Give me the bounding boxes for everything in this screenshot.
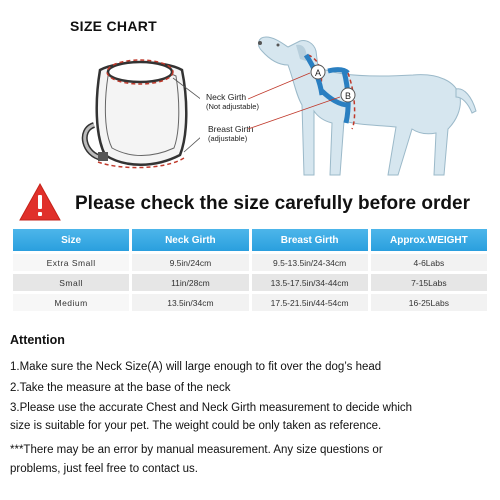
cell-neck: 9.5in/24cm bbox=[132, 254, 248, 271]
table-row bbox=[13, 294, 487, 311]
header-breast-girth: Breast Girth bbox=[252, 229, 368, 251]
size-chart-title: SIZE CHART bbox=[70, 18, 157, 34]
breast-girth-note: (adjustable) bbox=[208, 134, 248, 143]
attention-line-1: 1.Make sure the Neck Size(A) will large enough to fit over the dog’s head bbox=[10, 361, 382, 373]
warning-triangle-icon bbox=[18, 182, 62, 222]
cell-breast: 17.5-21.5in/44-54cm bbox=[252, 294, 368, 311]
attention-line-4: size is suitable for your pet. The weight could be only taken as reference. bbox=[10, 420, 382, 432]
cell-weight: 7-15Labs bbox=[371, 274, 487, 291]
dog-illustration bbox=[248, 25, 480, 185]
cell-breast: 13.5-17.5in/34-44cm bbox=[252, 274, 368, 291]
svg-text:B: B bbox=[344, 91, 352, 101]
buckle bbox=[98, 152, 108, 161]
harness-illustration bbox=[80, 40, 200, 180]
attention-line-5: ***There may be an error by manual measurement. Any size questions or bbox=[10, 444, 383, 456]
neck-girth-note: (Not adjustable) bbox=[206, 102, 259, 111]
header-size: Size bbox=[13, 229, 129, 251]
cell-size: Medium bbox=[13, 294, 129, 311]
breast-girth-label: Breast Girth bbox=[208, 124, 254, 134]
svg-text:A: A bbox=[314, 68, 322, 78]
table-row bbox=[13, 274, 487, 291]
cell-size: Small bbox=[13, 274, 129, 291]
cell-weight: 4-6Labs bbox=[371, 254, 487, 271]
cell-breast: 9.5-13.5in/24-34cm bbox=[252, 254, 368, 271]
header-neck-girth: Neck Girth bbox=[132, 229, 248, 251]
cell-neck: 11in/28cm bbox=[132, 274, 248, 291]
breast-girth-callout bbox=[208, 124, 253, 144]
header-approx-weight: Approx.WEIGHT bbox=[371, 229, 487, 251]
table-header-row bbox=[13, 229, 487, 251]
size-table bbox=[10, 226, 490, 314]
attention-heading: Attention bbox=[10, 333, 65, 347]
warning-message: Please check the size carefully before order bbox=[75, 193, 470, 214]
neck-opening bbox=[108, 62, 172, 82]
attention-line-6: problems, just feel free to contact us. bbox=[10, 463, 198, 475]
attention-line-3: 3.Please use the accurate Chest and Neck Girth measurement to decide which bbox=[10, 402, 413, 414]
cell-size: Extra Small bbox=[13, 254, 129, 271]
table-row bbox=[13, 254, 487, 271]
attention-line-2: 2.Take the measure at the base of the neck bbox=[10, 382, 231, 394]
neck-girth-label: Neck Girth bbox=[206, 92, 247, 102]
cell-neck: 13.5in/34cm bbox=[132, 294, 248, 311]
cell-weight: 16-25Labs bbox=[371, 294, 487, 311]
